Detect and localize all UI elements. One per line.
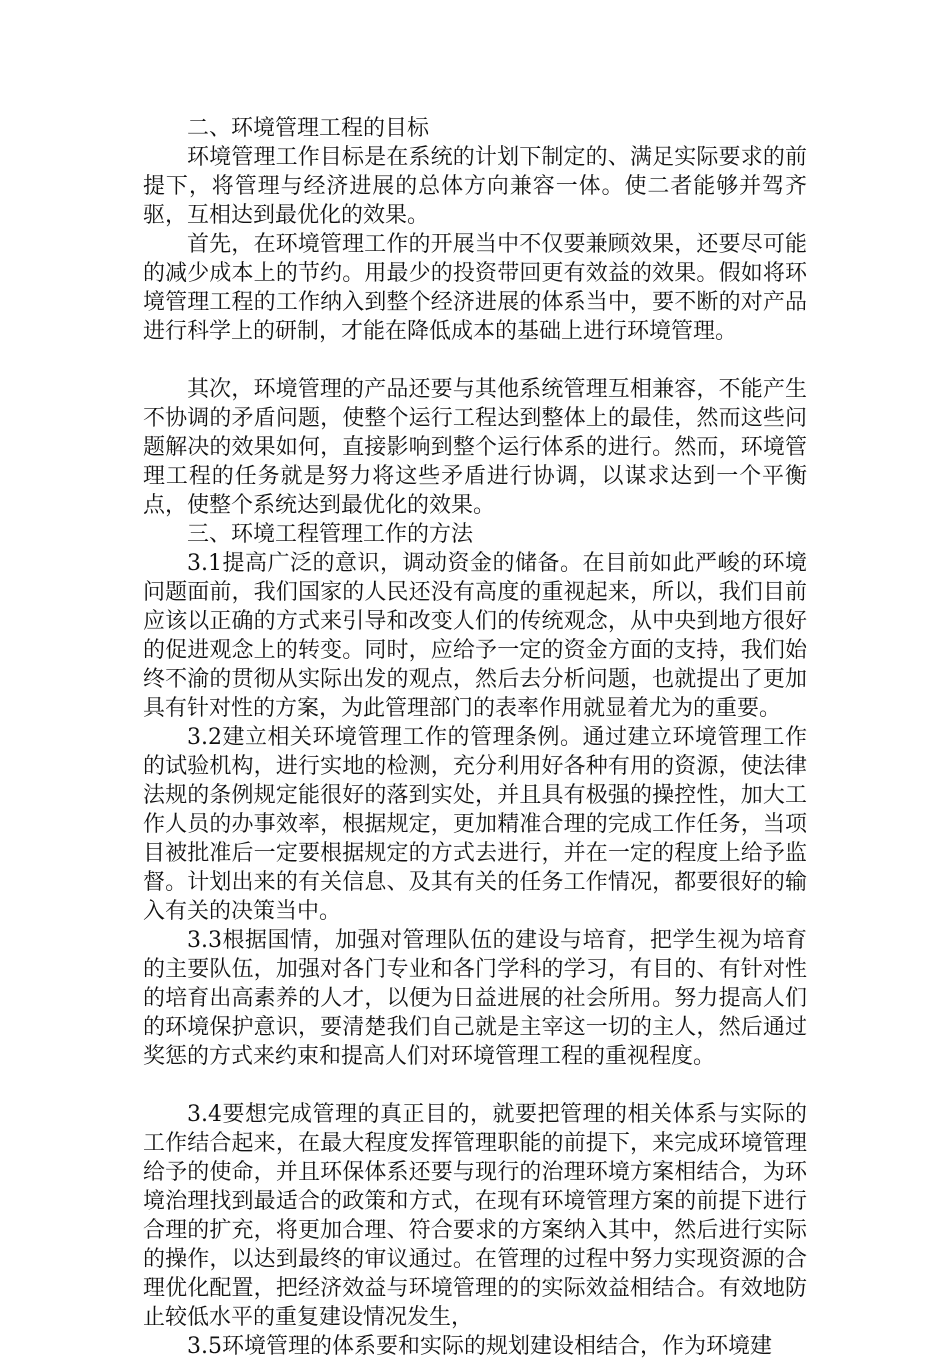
paragraph: 3.5环境管理的体系要和实际的规划建设相结合，作为环境建 [187,1334,772,1359]
paragraph: 首先，在环境管理工作的开展当中不仅要兼顾效果，还要尽可能的减少成本上的节约。用最少的投资带回更有效益的效果。假如将环境管理工程的工作纳入到整个经济进展的体系当中，要不断的对产品进行科学上的研制，才能在降低成本的基础上进行环境管理。 [143,232,807,344]
paragraph: 3.1提高广泛的意识，调动资金的储备。在目前如此严峻的环境问题面前，我们国家的人民还没有高度的重视起来，所以，我们目前应该以正确的方式来引导和改变人们的传统观念，从中央到地方很好的促进观念上的转变。同时，应给予一定的资金方面的支持，我们始终不渝的贯彻从实际出发的观点，然后去分析问题，也就提出了更加具有针对性的方案，为此管理部门的表率作用就显着尤为的重要。 [143,551,807,721]
paragraph: 环境管理工作目标是在系统的计划下制定的、满足实际要求的前提下，将管理与经济进展的总体方向兼容一体。使二者能够并驾齐驱，互相达到最优化的效果。 [143,145,807,228]
section-heading-methods: 三、环境工程管理工作的方法 [187,522,474,547]
paragraph: 3.2建立相关环境管理工作的管理条例。通过建立环境管理工作的试验机构，进行实地的检测，充分利用好各种有用的资源，使法律法规的条例规定能很好的落到实处，并且具有极强的操控性，加大工作人员的办事效率，根据规定，更加精准合理的完成工作任务，当项目被批准后一定要根据规定的方式去进行，并在一定的程度上给予监督。计划出来的有关信息、及其有关的任务工作情况，都要很好的输入有关的决策当中。 [143,725,807,924]
section-heading-goals: 二、环境管理工程的目标 [187,116,430,141]
paragraph: 3.4要想完成管理的真正目的，就要把管理的相关体系与实际的工作结合起来，在最大程度发挥管理职能的前提下，来完成环境管理给予的使命，并且环保体系还要与现行的治理环境方案相结合，为环境治理找到最适合的政策和方式，在现有环境管理方案的前提下进行合理的扩充，将更加合理、符合要求的方案纳入其中，然后进行实际的操作，以达到最终的审议通过。在管理的过程中努力实现资源的合理优化配置，把经济效益与环境管理的的实际效益相结合。有效地防止较低水平的重复建设情况发生， [143,1102,807,1330]
paragraph: 其次，环境管理的产品还要与其他系统管理互相兼容，不能产生不协调的矛盾问题，使整个运行工程达到整体上的最佳，然而这些问题解决的效果如何，直接影响到整个运行体系的进行。然而，环境管理工程的任务就是努力将这些矛盾进行协调，以谋求达到一个平衡点，使整个系统达到最优化的效果。 [143,377,807,518]
paragraph: 3.3根据国情，加强对管理队伍的建设与培育，把学生视为培育的主要队伍，加强对各门专业和各门学科的学习，有目的、有针对性的培育出高素养的人才，以便为日益进展的社会所用。努力提高人们的环境保护意识，要清楚我们自己就是主宰这一切的主人，然后通过奖惩的方式来约束和提高人们对环境管理工程的重视程度。 [143,928,807,1069]
document-body [143,114,807,1361]
